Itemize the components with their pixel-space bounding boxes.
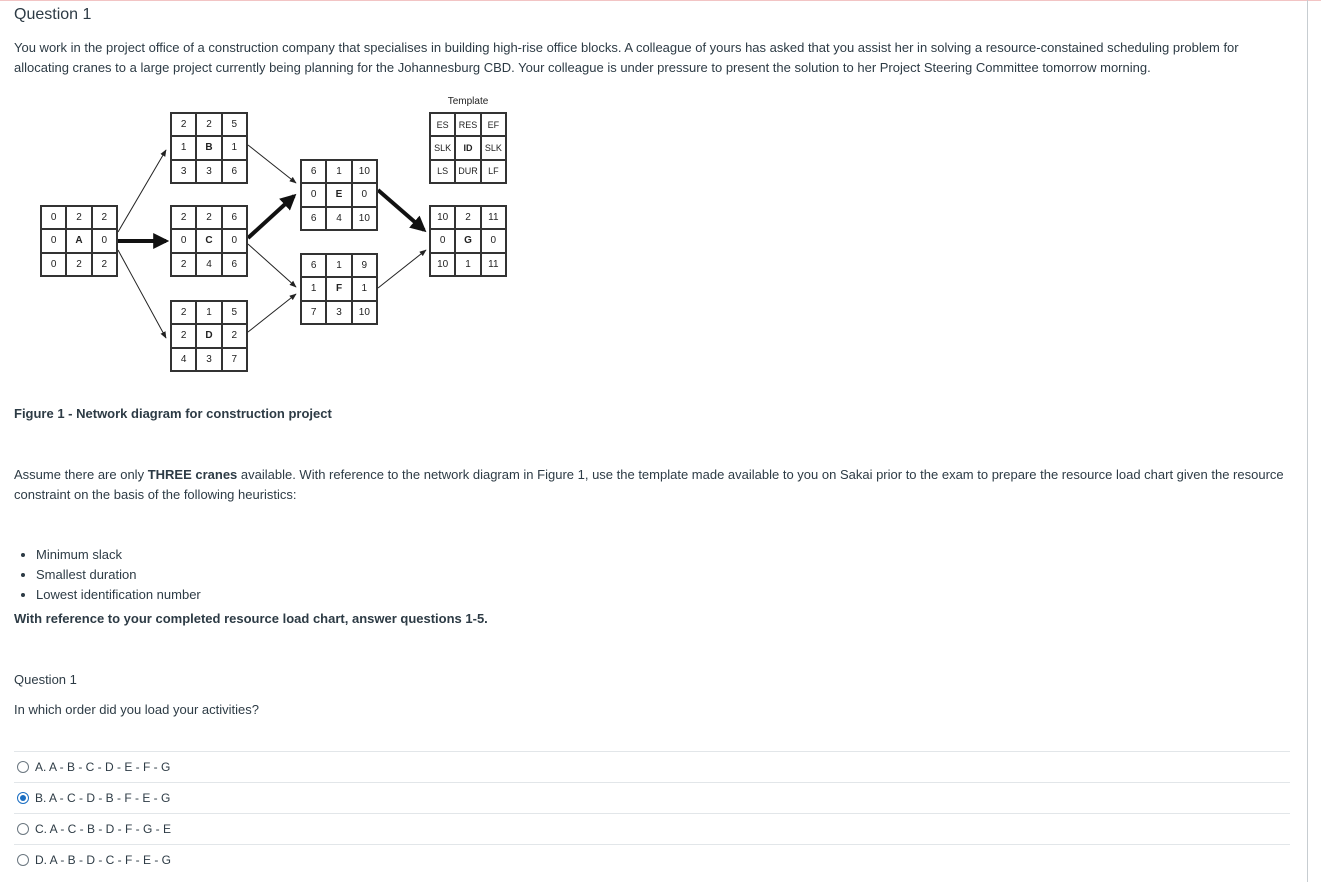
node-id-cell: B: [196, 136, 221, 159]
node-c: [170, 205, 248, 277]
node-id-cell: E: [326, 183, 351, 206]
node-value-cell: 2: [171, 113, 196, 136]
template-node: [429, 112, 507, 184]
node-value-cell: 3: [196, 160, 221, 183]
node-value-cell: 4: [171, 348, 196, 371]
node-value-cell: 9: [352, 254, 377, 277]
node-g: [429, 205, 507, 277]
node-value-cell: 0: [171, 229, 196, 252]
node-value-cell: 0: [41, 206, 66, 229]
intro-paragraph: You work in the project office of a construction company that specialises in building high-rise office blocks. A colleague of yours has asked that you assist her in solving a resource-constained scheduling problem for allocating cranes to a large project currently being planning for the Johannesburg CBD. Your colleague is under pressure to present the solution to her Project Steering Committee tomorrow morning.: [14, 40, 1239, 75]
assume-text-start: Assume there are only: [14, 467, 148, 482]
option-label[interactable]: D. A - B - D - C - F - E - G: [35, 853, 172, 867]
arrow-a-b: [118, 150, 166, 232]
node-value-cell: 0: [222, 229, 247, 252]
option-label[interactable]: C. A - C - B - D - F - G - E: [35, 822, 172, 836]
heuristic-item: • Lowest identification number: [36, 585, 201, 605]
arrow-c-e: [248, 196, 294, 238]
node-value-cell: 2: [92, 253, 117, 276]
node-a: [40, 205, 118, 277]
node-value-cell: 3: [196, 348, 221, 371]
node-value-cell: SLK: [430, 136, 455, 159]
node-value-cell: 2: [66, 206, 91, 229]
node-id-cell: C: [196, 229, 221, 252]
node-value-cell: 5: [222, 301, 247, 324]
node-value-cell: 6: [222, 160, 247, 183]
option-label[interactable]: B. A - C - D - B - F - E - G: [35, 791, 171, 805]
node-value-cell: 0: [301, 183, 326, 206]
node-value-cell: 1: [326, 160, 351, 183]
answer-option-b[interactable]: [14, 782, 1290, 813]
option-label[interactable]: A. A - B - C - D - E - F - G: [35, 760, 171, 774]
node-value-cell: 2: [455, 206, 480, 229]
node-value-cell: SLK: [481, 136, 506, 159]
node-value-cell: 2: [171, 253, 196, 276]
assume-emphasis: THREE cranes: [147, 467, 238, 482]
node-value-cell: 6: [301, 160, 326, 183]
heuristics-list: [20, 545, 201, 605]
node-value-cell: 10: [430, 253, 455, 276]
node-value-cell: 10: [352, 160, 377, 183]
node-value-cell: LF: [481, 160, 506, 183]
node-value-cell: 7: [301, 301, 326, 324]
radio-button[interactable]: [17, 761, 29, 773]
question-heading: Question 1: [14, 672, 77, 687]
node-value-cell: 2: [92, 206, 117, 229]
node-value-cell: 6: [222, 253, 247, 276]
node-value-cell: 10: [430, 206, 455, 229]
arrow-b-e: [248, 145, 296, 183]
node-value-cell: 7: [222, 348, 247, 371]
node-id-cell: D: [196, 324, 221, 347]
node-value-cell: 1: [326, 254, 351, 277]
answer-option-a[interactable]: [14, 751, 1290, 782]
node-value-cell: 1: [196, 301, 221, 324]
node-id-cell: A: [66, 229, 91, 252]
assumption-paragraph: [14, 465, 1294, 505]
node-e: [300, 159, 378, 231]
node-value-cell: 11: [481, 253, 506, 276]
node-value-cell: LS: [430, 160, 455, 183]
arrow-a-d: [118, 250, 166, 338]
node-value-cell: 11: [481, 206, 506, 229]
node-value-cell: EF: [481, 113, 506, 136]
arrow-f-g: [378, 250, 426, 288]
node-value-cell: 1: [352, 277, 377, 300]
node-value-cell: 1: [222, 136, 247, 159]
node-value-cell: DUR: [455, 160, 480, 183]
node-value-cell: 6: [301, 207, 326, 230]
arrow-d-f: [248, 294, 296, 332]
node-d: [170, 300, 248, 372]
figure-caption: Figure 1 - Network diagram for construction project: [14, 406, 332, 421]
node-id-cell: F: [326, 277, 351, 300]
node-value-cell: 1: [301, 277, 326, 300]
node-value-cell: 2: [196, 206, 221, 229]
node-value-cell: 0: [41, 229, 66, 252]
node-value-cell: 5: [222, 113, 247, 136]
node-value-cell: 3: [171, 160, 196, 183]
answer-options: [14, 751, 1290, 875]
node-value-cell: 0: [92, 229, 117, 252]
arrow-e-g: [378, 190, 424, 230]
assume-text-end: available. With reference to the network diagram in Figure 1, use the template made available to you on Sakai prior to the exam to prepare the resource load chart given the resource constraint on the basis of the following heuristics:: [14, 467, 1284, 502]
node-value-cell: 10: [352, 301, 377, 324]
answer-option-d[interactable]: [14, 844, 1290, 875]
radio-button[interactable]: [17, 854, 29, 866]
node-value-cell: RES: [455, 113, 480, 136]
node-value-cell: 0: [352, 183, 377, 206]
node-value-cell: 0: [430, 229, 455, 252]
radio-button[interactable]: [17, 823, 29, 835]
node-value-cell: 2: [222, 324, 247, 347]
node-value-cell: 6: [222, 206, 247, 229]
node-value-cell: 10: [352, 207, 377, 230]
arrow-c-f: [248, 244, 296, 287]
node-value-cell: 1: [455, 253, 480, 276]
template-title: Template: [447, 96, 489, 107]
node-b: [170, 112, 248, 184]
node-value-cell: 2: [196, 113, 221, 136]
heuristic-item: • Smallest duration: [36, 565, 201, 585]
answer-option-c[interactable]: [14, 813, 1290, 844]
radio-button[interactable]: [17, 792, 29, 804]
question-text: In which order did you load your activities?: [14, 702, 259, 717]
page-title: Question 1: [14, 6, 92, 23]
node-value-cell: 3: [326, 301, 351, 324]
node-value-cell: 4: [196, 253, 221, 276]
node-value-cell: 2: [171, 324, 196, 347]
node-id-cell: ID: [455, 136, 480, 159]
node-value-cell: 6: [301, 254, 326, 277]
node-value-cell: ES: [430, 113, 455, 136]
node-f: [300, 253, 378, 325]
node-value-cell: 1: [171, 136, 196, 159]
node-value-cell: 4: [326, 207, 351, 230]
node-id-cell: G: [455, 229, 480, 252]
node-value-cell: 2: [171, 301, 196, 324]
instruction-text: With reference to your completed resource load chart, answer questions 1-5.: [14, 611, 488, 626]
node-value-cell: 2: [171, 206, 196, 229]
node-value-cell: 2: [66, 253, 91, 276]
node-value-cell: 0: [481, 229, 506, 252]
heuristic-item: • Minimum slack: [36, 545, 201, 565]
node-value-cell: 0: [41, 253, 66, 276]
